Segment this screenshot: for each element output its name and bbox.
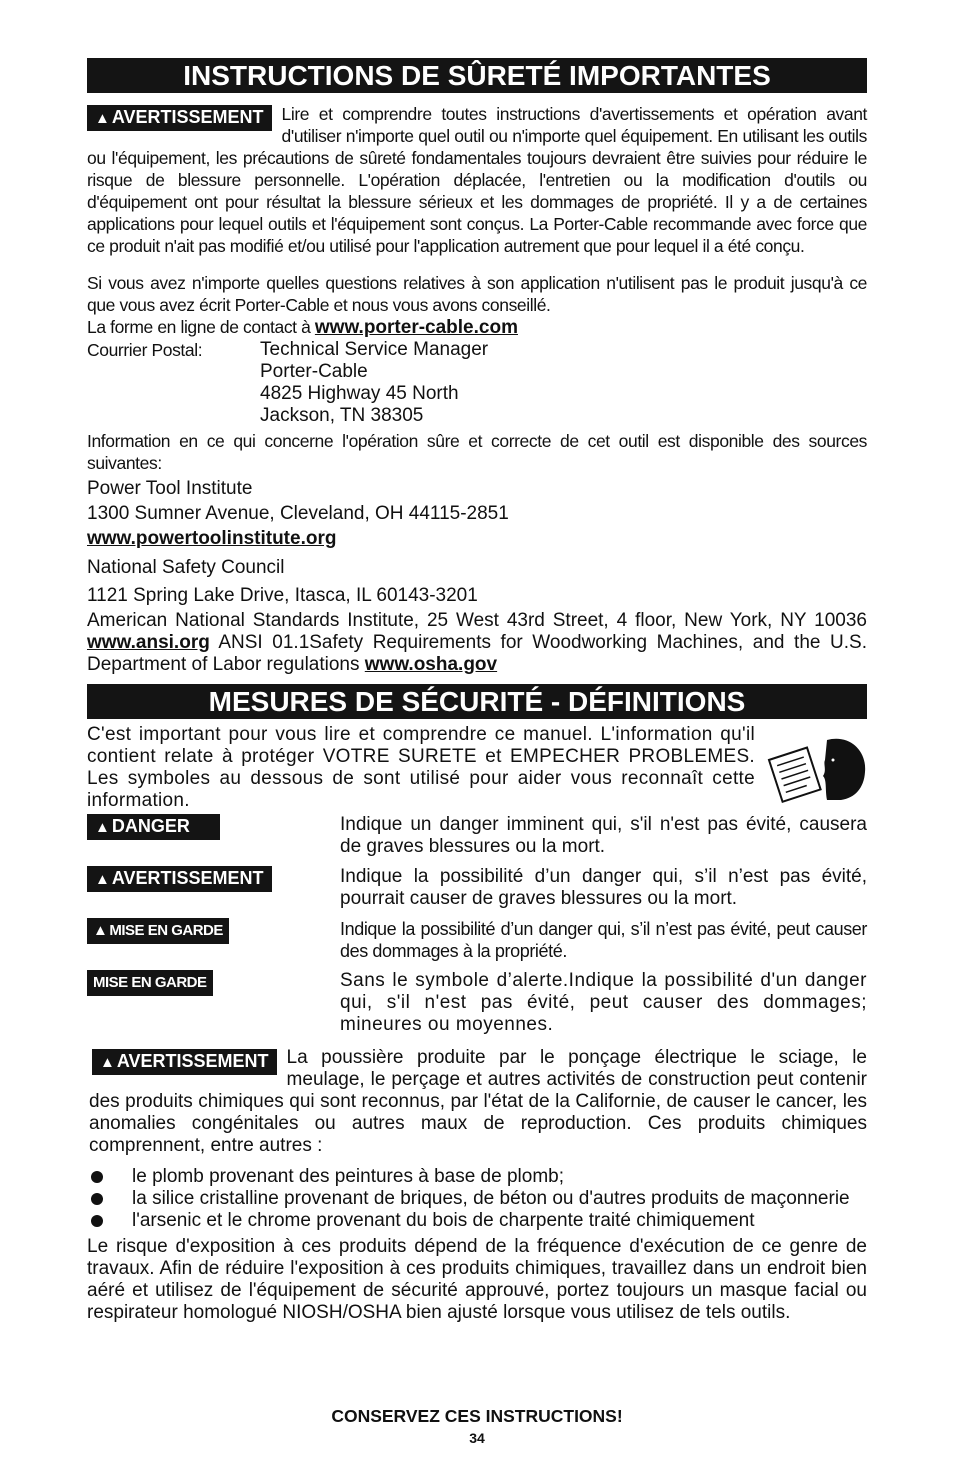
definition-row-warning — [87, 866, 867, 910]
bullet-icon — [91, 1215, 103, 1227]
caution-badge: ▲ MISE EN GARDE — [87, 918, 229, 944]
alert-triangle-icon: ▲ — [93, 922, 108, 939]
mail-label: Courrier Postal: — [87, 340, 203, 360]
mail-address — [87, 339, 867, 427]
mail-line: Technical Service Manager — [260, 339, 489, 360]
info-text: Information en ce qui concerne l'opération sûre et correcte de cet outil est disponible des sources suivantes: — [87, 431, 867, 473]
contact-line: La forme en ligne de contact à www.porter-cable.com — [87, 317, 518, 338]
definition-text: Indique un danger imminent qui, s'il n'est pas évité, causera de graves blessures ou la mort. — [340, 814, 867, 857]
page-number: 34 — [469, 1430, 485, 1446]
questions-text: Si vous avez n'importe quelles questions relatives à son application n'utilisent pas le produit jusqu'à ce que vous avez écrit Porter-Cable et nous vous avons conseillé. — [87, 273, 867, 315]
warning-badge: ▲ AVERTISSEMENT — [87, 105, 272, 131]
danger-badge: ▲ DANGER — [87, 814, 220, 840]
pti-address: 1300 Sumner Avenue, Cleveland, OH 44115-2851 — [87, 503, 509, 524]
alert-triangle-icon: ▲ — [95, 871, 110, 888]
list-item: la silice cristalline provenant de briques, de béton ou d'autres produits de maçonnerie — [87, 1188, 867, 1210]
list-item: le plomb provenant des peintures à base de plomb; — [87, 1166, 867, 1188]
manual-page — [87, 58, 867, 1324]
definition-text: Indique la possibilité d’un danger qui, s’il n’est pas évité, peut causer des dommages à la propriété. — [340, 919, 867, 961]
dust-warning-text: La poussière produite par le ponçage électrique le sciage, le meulage, le perçage et autres activités de construction peut contenir des produits chimiques qui sont reconnus, par l'état de la Californie, de causer le cancer, les anomalies congénitales ou autres maux de reproduction. Ces produits chimiques comprennent, entre autres : — [89, 1047, 867, 1156]
definition-text: Indique la possibilité d’un danger qui, s’il n’est pas évité, pourrait causer de graves blessures ou la mort. — [340, 866, 867, 909]
ansi-paragraph: American National Standards Institute, 25 West 43rd Street, 4 floor, New York, NY 10036 www.ansi.org ANSI 01.1Safety Requirements for Woodworking Machines, and the U.S. Department of Labor regulations www.osha.gov — [87, 610, 867, 675]
alert-triangle-icon: ▲ — [95, 819, 110, 836]
save-instructions: CONSERVEZ CES INSTRUCTIONS! — [331, 1406, 623, 1426]
osha-link[interactable]: www.osha.gov — [364, 654, 498, 675]
definition-row-caution — [87, 918, 867, 962]
mail-line: 4825 Highway 45 North — [260, 383, 459, 404]
pti-link-line — [87, 526, 867, 551]
mail-line: Jackson, TN 38305 — [260, 405, 424, 426]
mail-line: Porter-Cable — [260, 361, 368, 382]
intro-text: C'est important pour vous lire et comprendre ce manuel. L'information qu'il contient relate à protéger VOTRE SURETE et EMPECHER PROBLEMES. Les symboles au dessous de sont utilisé pour aider vous reconnaît cette information. — [87, 724, 755, 811]
nsc-address: 1121 Spring Lake Drive, Itasca, IL 60143-3201 — [87, 585, 478, 606]
chemical-list — [87, 1166, 867, 1232]
warning-paragraph — [87, 103, 867, 257]
section-title-definitions: MESURES DE SÉCURITÉ - DÉFINITIONS — [87, 684, 867, 719]
bullet-icon — [91, 1171, 103, 1183]
definition-row-caution-no-symbol — [87, 970, 867, 1036]
mail-lines — [260, 339, 488, 427]
ansi-link[interactable]: www.ansi.org — [87, 632, 210, 653]
section-title-safety-instructions: INSTRUCTIONS DE SÛRETÉ IMPORTANTES — [87, 58, 867, 93]
risk-text: Le risque d'exposition à ces produits dépend de la fréquence d'exécution de ce genre de travaux. Afin de réduire l'exposition à ces produits chimiques, travaillez dans un endroit bien aéré et utilisez de l'équipement de sécurité approuvé, portez toujours un masque facial ou respirateur homologué NIOSH/OSHA bien ajusté lorsque vous utilisez de tels outils. — [87, 1236, 867, 1323]
definition-text: Sans le symbole d’alerte.Indique la possibilité d'un danger qui, s'il n'est pas évité, peut causer des dommages; mineures ou moyennes. — [340, 970, 867, 1035]
alert-triangle-icon: ▲ — [100, 1054, 115, 1071]
warning-text: Lire et comprendre toutes instructions d'avertissements et opération avant d'utiliser n'importe quel outil ou n'importe quel équipement. En utilisant les outils ou l'équipement, les précautions de sûreté fondamentales toujours devraient être suivies pour réduire le risque de blessure personnelle. L'opération déplacée, l'entretien ou la modification d'outils ou d'équipement ont pour résultat la blessure sérieux et les dommages de propriété. Il y a de certaines applications pour lequel outils et l'équipement sont conçus. La Porter-Cable recommande avec force que ce produit n'ait pas modifié et/ou utilisé pour l'application autrement que pour lequel il a été conçu. — [87, 104, 867, 256]
pti-name: Power Tool Institute — [87, 478, 253, 499]
definition-row-danger — [87, 814, 867, 858]
porter-cable-link[interactable]: www.porter-cable.com — [314, 317, 518, 338]
warning-badge: ▲ AVERTISSEMENT — [87, 866, 272, 892]
bullet-icon — [91, 1193, 103, 1205]
warning-badge: ▲ AVERTISSEMENT — [92, 1049, 277, 1075]
list-item: l'arsenic et le chrome provenant du bois de charpente traité chimiquement — [87, 1210, 867, 1232]
read-manual-icon — [767, 730, 867, 810]
intro-block — [87, 724, 867, 812]
caution-badge-no-symbol: MISE EN GARDE — [87, 970, 213, 996]
nsc-name: National Safety Council — [87, 557, 285, 578]
dust-warning-paragraph — [87, 1047, 867, 1157]
alert-triangle-icon: ▲ — [95, 110, 110, 127]
powertoolinstitute-link[interactable]: www.powertoolinstitute.org — [87, 528, 337, 549]
